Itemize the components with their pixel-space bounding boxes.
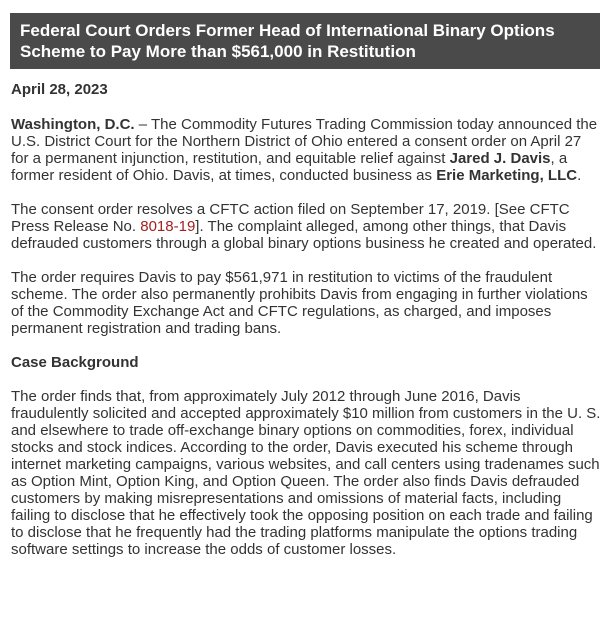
article-body	[11, 81, 601, 575]
consent-text-2: ]. The complaint alleged, among other things, that Davis defrauded customers through a global binary options business he created and operated.	[11, 218, 597, 252]
intro-text-3: .	[577, 167, 582, 184]
paragraph-intro	[11, 116, 601, 184]
dateline: Washington, D.C.	[11, 116, 135, 133]
case-background-heading: Case Background	[11, 354, 139, 371]
paragraph-consent-order	[11, 201, 601, 252]
release-date: April 28, 2023	[11, 81, 108, 98]
press-release-link[interactable]: 8018-19	[140, 218, 196, 235]
headline-banner	[10, 13, 600, 69]
headline-title: Federal Court Orders Former Head of International Binary Options Scheme to Pay More than $561,000 in Restitution	[20, 21, 555, 61]
intro-text-2: , a former resident of Ohio. Davis, at times, conducted business as	[11, 150, 568, 184]
paragraph-restitution: The order requires Davis to pay $561,971 in restitution to victims of the fraudulent scheme. The order also permanently prohibits Davis from engaging in further violations of the Commodity Exchange Act and CFTC regulations, as charged, and imposes permanent registration and trading bans.	[11, 269, 588, 337]
consent-text-1: The consent order resolves a CFTC action filed on September 17, 2019. [See CFTC Press Release No.	[11, 201, 570, 235]
defendant-name: Jared J. Davis	[449, 150, 551, 167]
company-name: Erie Marketing, LLC	[436, 167, 578, 184]
paragraph-case-background: The order finds that, from approximately July 2012 through June 2016, Davis fraudulently solicited and accepted approximately $10 million from customers in the U. S. and elsewhere to trade off-exchange binary options on commodities, forex, individual stocks and stock indices. According to the order, Davis executed his scheme through internet marketing campaigns, various websites, and call centers using tradenames such as Option Mint, Option King, and Option Queen. The order also finds Davis defrauded customers by making misrepresentations and omissions of material facts, including failing to disclose that he effectively took the opposing position on each trade and failing to disclose that he frequently had the trading platforms manipulate the options trading software settings to increase the odds of customer losses.	[11, 388, 601, 558]
intro-text-1: – The Commodity Futures Trading Commission today announced the U.S. District Court for the Northern District of Ohio entered a consent order on April 27 for a permanent injunction, restitution, and equitable relief against	[11, 116, 598, 167]
